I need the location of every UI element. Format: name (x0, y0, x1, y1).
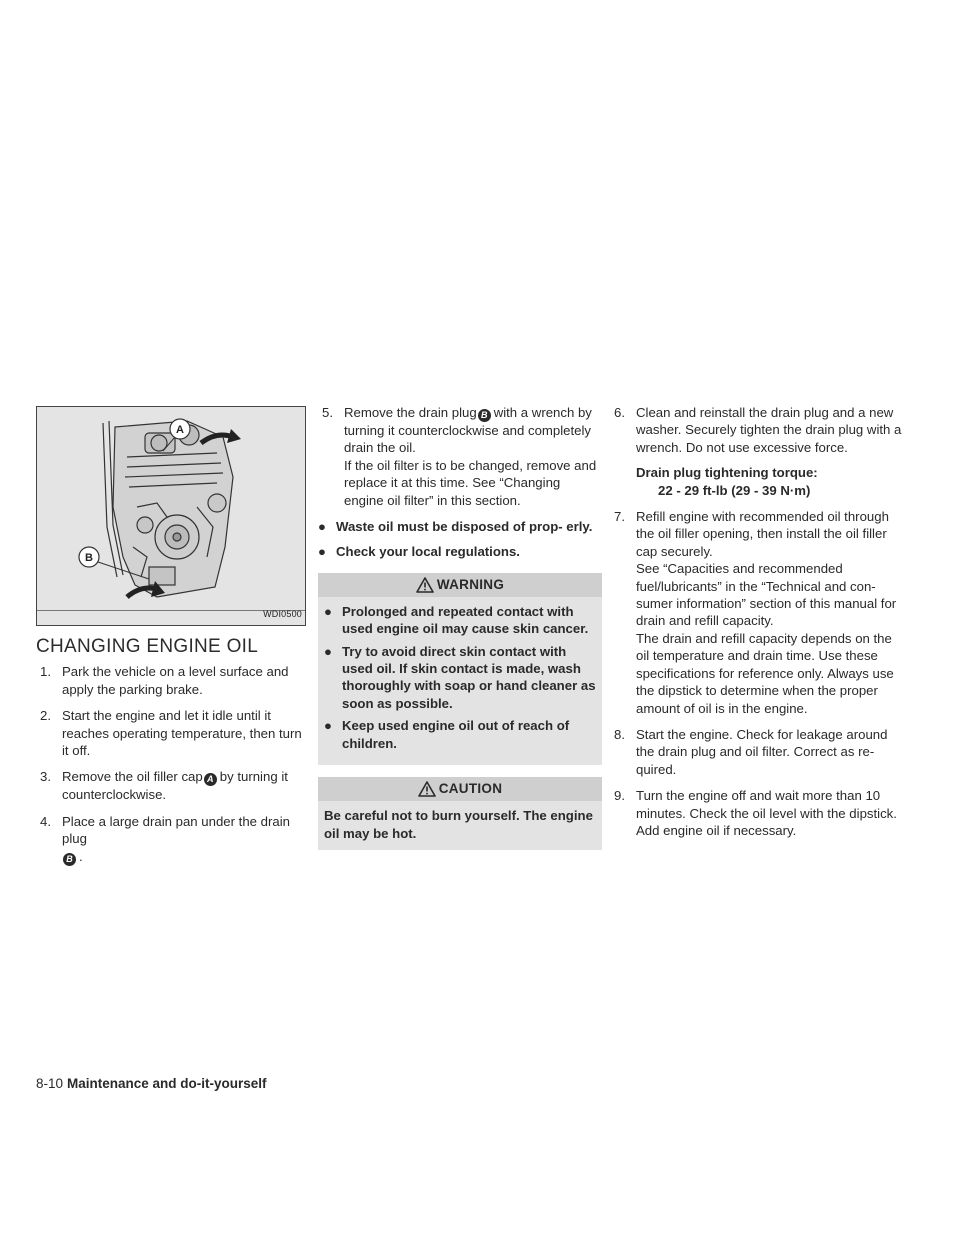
page-footer (36, 1076, 267, 1091)
warning-item (324, 643, 596, 713)
caution-box (318, 777, 602, 850)
warning-body (318, 597, 602, 759)
caution-text: Be careful not to burn yourself. The engine oil may be hot. (324, 808, 593, 841)
bullet-waste-oil (318, 518, 602, 535)
bullet-regulations (318, 543, 602, 560)
warning-text: Prolonged and repeated contact with used engine oil may cause skin cancer. (342, 603, 589, 637)
step-number: 8. (614, 726, 625, 742)
step-number: 2. (40, 708, 51, 724)
page-number: 8-10 (36, 1076, 64, 1091)
warning-title: WARNING (436, 577, 505, 593)
ref-a-icon: A (204, 773, 217, 786)
step-text-post: . (79, 848, 83, 864)
step-8 (610, 726, 902, 778)
bullet-icon: ● (324, 643, 332, 659)
bullet-text: Check your local regulations. (336, 544, 520, 560)
chapter-title: Maintenance and do-it-yourself (67, 1076, 267, 1091)
left-column (36, 406, 308, 875)
warning-item (324, 717, 596, 752)
bullet-icon: ● (318, 519, 326, 535)
step-number: 9. (614, 788, 625, 804)
step-number: 3. (40, 769, 51, 785)
torque-spec (636, 464, 902, 499)
caution-header (318, 777, 602, 801)
step-6 (610, 404, 902, 499)
step-number: 5. (322, 405, 333, 420)
step-number: 6. (614, 405, 625, 420)
step-subtext: See “Capacities and recommended fuel/lubricants” in the “Technical and con- sumer information” section of this manual for drain and refill capacity. (636, 561, 897, 629)
step-text-pre: Remove the oil filler cap (62, 769, 203, 785)
step-5 (318, 404, 602, 509)
step-text (344, 404, 602, 457)
warning-item (324, 603, 596, 638)
step-1 (36, 663, 308, 698)
bullet-icon: ● (324, 718, 332, 734)
step-4 (36, 813, 308, 866)
caution-triangle-icon (418, 781, 436, 797)
step-text-post: by turning it counterclockwise. (62, 769, 288, 803)
step-3 (36, 768, 308, 803)
step-number: 4. (40, 813, 51, 829)
step-text-pre: Place a large drain pan under the drain plug (62, 813, 291, 847)
step-7 (610, 508, 902, 717)
right-column (610, 404, 902, 848)
step-subtext: The drain and refill capacity depends on the oil temperature and drain time. Use these specifications for reference only. Always use the dipstick to determine when the proper amount of oil is in the engine. (636, 630, 894, 716)
warning-box (318, 573, 602, 765)
warning-header (318, 573, 602, 597)
step-text: Refill engine with recommended oil through the oil filler opening, then install the oil filler cap securely. (636, 509, 889, 559)
middle-column (318, 404, 602, 850)
torque-label: Drain plug tightening torque: (636, 465, 818, 481)
figure-label-b: B (85, 552, 93, 564)
step-text: Start the engine and let it idle until it reaches operating temperature, then turn it off. (62, 708, 302, 759)
warning-triangle-icon (416, 577, 434, 593)
step-text (62, 813, 308, 866)
step-text-pre: Remove the drain plug (344, 405, 477, 420)
ref-b-icon: B (63, 853, 76, 866)
step-text: Park the vehicle on a level surface and apply the parking brake. (62, 664, 289, 697)
section-title: CHANGING ENGINE OIL (36, 636, 259, 657)
step-number: 7. (614, 509, 625, 525)
engine-figure (36, 406, 306, 626)
bullet-icon: ● (324, 603, 332, 619)
step-text: Clean and reinstall the drain plug and a new washer. Securely tighten the drain plug with a wrench. Do not use excessive force. (636, 405, 902, 455)
figure-label-a: A (176, 424, 184, 436)
bullet-text: Waste oil must be disposed of prop- erly. (336, 519, 593, 535)
step-number: 1. (40, 664, 51, 680)
step-text (62, 768, 308, 803)
step-text-post: with a wrench by turning it counterclockwise and completely drain the oil. (344, 405, 592, 456)
warning-text: Try to avoid direct skin contact with used oil. If skin contact is made, wash thoroughly with soap or hand cleaner as soon as possible. (342, 643, 596, 711)
figure-code: WDI0500 (263, 608, 302, 619)
engine-illustration (37, 407, 305, 625)
bullet-icon: ● (318, 544, 326, 560)
step-subtext: If the oil filter is to be changed, remove and replace it at this time. See “Changing engine oil filter” in this section. (344, 457, 597, 508)
ref-b-icon: B (478, 409, 491, 422)
step-9 (610, 787, 902, 839)
step-2 (36, 707, 308, 759)
caution-title: CAUTION (438, 781, 503, 797)
warning-text: Keep used engine oil out of reach of children. (342, 718, 570, 751)
step-text: Start the engine. Check for leakage around the drain plug and oil filter. Correct as re- quired. (636, 726, 888, 777)
step-text: Turn the engine off and wait more than 10 minutes. Check the oil level with the dipstick. Add engine oil if necessary. (636, 788, 897, 838)
torque-value: 22 - 29 ft-lb (29 - 39 N·m) (658, 482, 811, 498)
